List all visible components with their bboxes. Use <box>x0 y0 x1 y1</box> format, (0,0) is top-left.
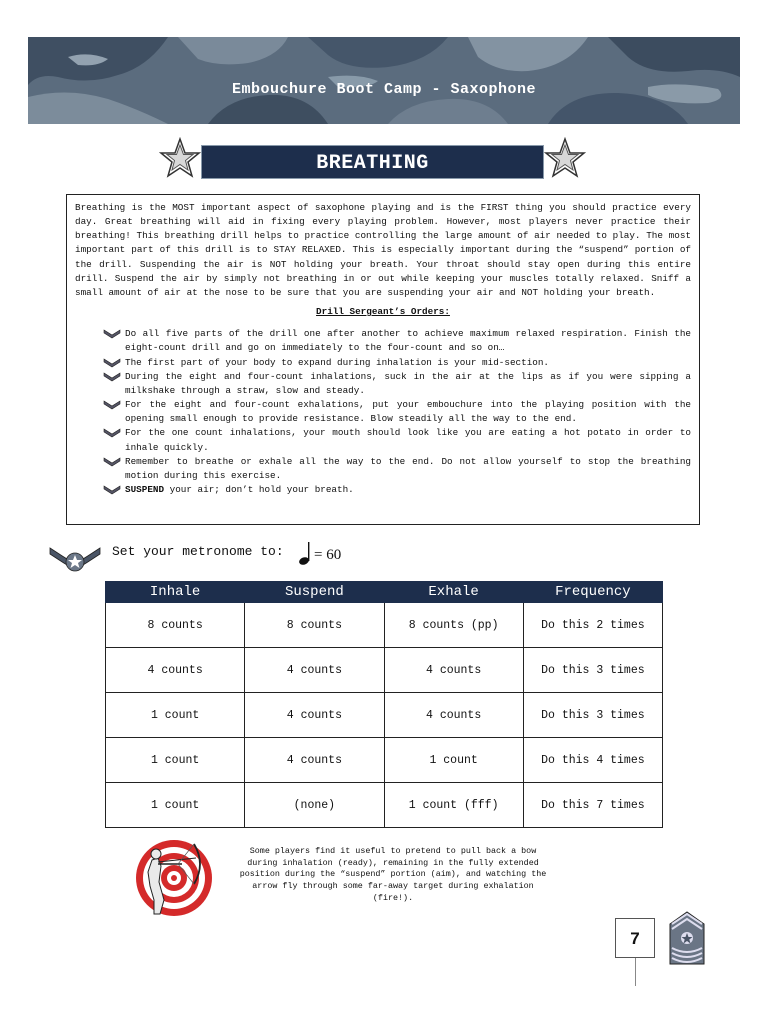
table-cell: 1 count <box>106 693 245 738</box>
airman-rank-icon <box>48 540 102 576</box>
table-row <box>106 738 663 783</box>
table-cell: 4 counts <box>245 738 384 783</box>
table-cell: Do this 4 times <box>523 738 662 783</box>
chevron-rank-icon <box>103 372 121 382</box>
table-cell: 1 count <box>384 738 523 783</box>
table-cell: 1 count (fff) <box>384 783 523 828</box>
table-cell: 8 counts (pp) <box>384 603 523 648</box>
table-cell: 4 counts <box>245 648 384 693</box>
table-row <box>106 783 663 828</box>
table-row <box>106 693 663 738</box>
intro-paragraph: Breathing is the MOST important aspect of saxophone playing and is the FIRST thing you should practice every day. Great breathing will aid in fixing every playing problem. However, most players never practice their breathing! This breathing drill helps to practice controlling the large amount of air needed to play. The most important part of this drill is to STAY RELAXED. This is especially important during the “suspend” portion of the drill. Suspending the air is NOT holding your breath. Your throat should stay open during this entire drill. Suspend the air by simply not breathing in or out while keeping your muscles totally relaxed. Sniff a small amount of air at the nose to be sure that you are suspending your air and NOT holding your breath. <box>75 202 691 298</box>
section-title-bar <box>201 145 544 179</box>
column-header-inhale: Inhale <box>106 582 245 603</box>
table-cell: 8 counts <box>106 603 245 648</box>
chevron-rank-icon <box>103 400 121 410</box>
table-cell: 4 counts <box>384 648 523 693</box>
column-header-exhale: Exhale <box>384 582 523 603</box>
list-item <box>95 398 691 426</box>
chevron-rank-icon <box>103 329 121 339</box>
breathing-drill-table <box>105 581 663 828</box>
table-cell: Do this 3 times <box>523 648 662 693</box>
page-number: 7 <box>615 918 655 958</box>
table-header-row <box>106 582 663 603</box>
chevron-rank-icon <box>103 428 121 438</box>
order-text: your air; don’t hold your breath. <box>164 483 354 495</box>
chief-master-sergeant-insignia-icon <box>668 910 706 966</box>
table-cell: 1 count <box>106 738 245 783</box>
table-row <box>106 648 663 693</box>
header-banner <box>28 37 740 124</box>
list-item <box>95 370 691 398</box>
metronome-row <box>48 538 388 578</box>
order-bold-text: SUSPEND <box>125 483 165 495</box>
table-row <box>106 603 663 648</box>
list-item <box>95 455 691 483</box>
order-text: The first part of your body to expand during inhalation is your mid-section. <box>125 356 550 368</box>
order-text: Do all five parts of the drill one after another to achieve maximum relaxed respiration. Finish the eight-count drill and go on immediately to the four-count and so on… <box>125 328 691 354</box>
chevron-rank-icon <box>103 358 121 368</box>
table-cell: (none) <box>245 783 384 828</box>
list-item <box>95 483 691 497</box>
order-text: During the eight and four-count inhalations, suck in the air at the lips as if you were sipping a milkshake through a straw, slow and steady. <box>125 370 691 396</box>
section-title: BREATHING <box>316 152 429 175</box>
star-icon-left <box>159 137 201 179</box>
metronome-tempo: = 60 <box>314 547 342 563</box>
order-text: For the one count inhalations, your mouth should look like you are eating a hot potato in order to inhale quickly. <box>125 427 691 453</box>
list-item <box>95 327 691 355</box>
table-cell: Do this 2 times <box>523 603 662 648</box>
orders-heading: Drill Sergeant’s Orders: <box>316 306 450 318</box>
quarter-note-icon <box>298 540 314 566</box>
table-cell: Do this 3 times <box>523 693 662 738</box>
column-header-suspend: Suspend <box>245 582 384 603</box>
banner-title: Embouchure Boot Camp - Saxophone <box>231 81 537 98</box>
column-header-frequency: Frequency <box>523 582 662 603</box>
list-item <box>95 426 691 454</box>
table-cell: Do this 7 times <box>523 783 662 828</box>
order-text: For the eight and four-count exhalations, put your embouchure into the playing position with the opening small enough to provide resistance. Blow steadily all the way to the end. <box>125 399 691 425</box>
star-icon-right <box>544 137 586 179</box>
orders-list <box>75 327 691 497</box>
table-cell: 1 count <box>106 783 245 828</box>
page-number-line <box>635 958 636 986</box>
table-cell: 4 counts <box>384 693 523 738</box>
breathing-instructions-box <box>66 194 700 525</box>
table-cell: 4 counts <box>106 648 245 693</box>
archer-tip-text: Some players find it useful to pretend to pull back a bow during inhalation (ready), remaining in the fully extended position during the “suspend” portion (aim), and watching the arrow fly through some far-away target during exhalation (fire!). <box>239 846 547 903</box>
chevron-rank-icon <box>103 485 121 495</box>
metronome-label: Set your metronome to: <box>112 544 284 559</box>
table-cell: 4 counts <box>245 693 384 738</box>
table-cell: 8 counts <box>245 603 384 648</box>
chevron-rank-icon <box>103 457 121 467</box>
list-item <box>95 356 691 370</box>
archer-target-illustration <box>134 838 214 918</box>
order-text: Remember to breathe or exhale all the way to the end. Do not allow yourself to stop the breathing motion during this exercise. <box>125 455 691 481</box>
